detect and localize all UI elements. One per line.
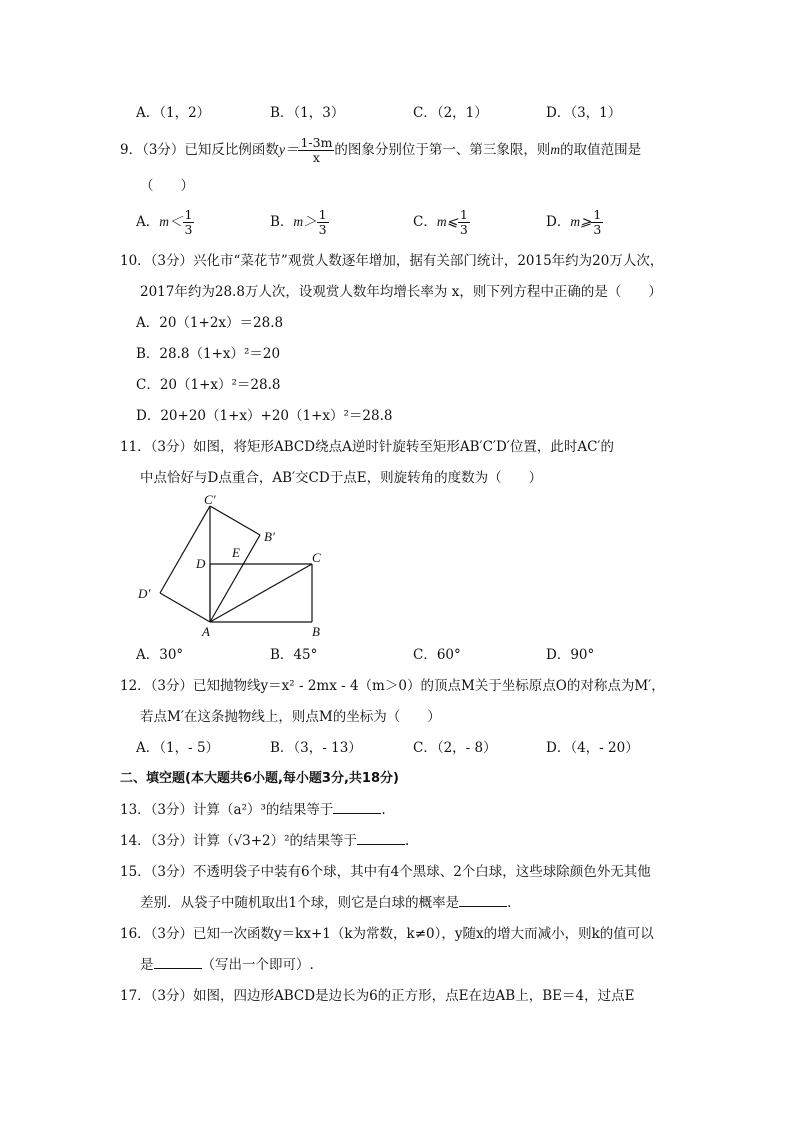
- label-b: B: [312, 624, 320, 639]
- q12-option-d: D．（4，- 20）: [546, 740, 639, 756]
- q16-line2-pre: 是: [140, 957, 154, 973]
- q9-b-den: 3: [318, 222, 327, 237]
- q9-c-num: 1: [459, 207, 468, 222]
- q9-a-den: 3: [184, 222, 193, 237]
- label-e: E: [232, 545, 240, 560]
- q9-option-a: [136, 208, 194, 237]
- q9-a-rel: m＜: [159, 214, 183, 229]
- q10-option-a: A．20（1+2x）＝28.8: [136, 315, 284, 331]
- q9-b-label: B．: [270, 214, 294, 230]
- q11-line2: 中点恰好与D点重合，AB′交CD于点E，则旋转角的度数为（ ）: [140, 470, 543, 486]
- label-b-prime: B′: [264, 529, 275, 544]
- q8-option-c: C．（2，1）: [413, 105, 488, 121]
- q12-line2: 若点M′在这条抛物线上，则点M的坐标为（ ）: [140, 709, 441, 725]
- q9-d-den: 3: [593, 222, 602, 237]
- q14-stem: [120, 832, 409, 850]
- q10-option-d: D．20+20（1+x）+20（1+x）²＝28.8: [136, 408, 393, 424]
- q15-answer-blank[interactable]: [459, 894, 507, 907]
- q9-option-c: [413, 208, 470, 237]
- q11-line1: 11．（3分）如图，将矩形ABCD绕点A逆时针旋转至矩形AB′C′D′位置，此时AC′的: [120, 439, 615, 455]
- q15-post: .: [507, 895, 512, 911]
- q9-d-label: D．: [546, 214, 571, 230]
- q16-line1: 16．（3分）已知一次函数y＝kx+1（k为常数，k≠0），y随x的增大而减小，则k的值可以: [120, 926, 654, 942]
- section-2-title: 二、填空题(本大题共6小题,每小题3分,共18分): [120, 771, 399, 786]
- q17-line1: 17．（3分）如图，四边形ABCD是边长为6的正方形，点E在边AB上，BE＝4，过点E: [120, 988, 635, 1004]
- q13-post: .: [381, 802, 386, 818]
- q14-post: .: [405, 833, 410, 849]
- q15-line2: [140, 894, 511, 912]
- q8-option-b: B．（1，3）: [270, 105, 345, 121]
- q9-d-num: 1: [593, 207, 602, 222]
- q12-option-b: B．（3，- 13）: [270, 740, 362, 756]
- q13-stem: [120, 801, 386, 819]
- q9-post: 的图象分别位于第一、第三象限，则: [334, 142, 551, 158]
- label-a: A: [202, 624, 210, 639]
- q15-line2-text: 差别．从袋子中随机取出1个球，则它是白球的概率是: [140, 895, 460, 911]
- q9-option-b: [270, 208, 329, 237]
- q9-var: m: [550, 142, 561, 157]
- label-d: D: [196, 556, 206, 571]
- q9-paren: （ ）: [140, 178, 194, 194]
- q9-frac-num: 1-3m: [300, 135, 333, 150]
- label-c: C: [312, 550, 321, 565]
- q14-pre: 14．（3分）计算（√3+2）²的结果等于: [120, 833, 358, 849]
- q9-fraction: [298, 136, 334, 165]
- segment-d-prime-c-prime: [160, 506, 210, 593]
- q11-option-c: C．60°: [413, 647, 461, 663]
- q9-b-num: 1: [318, 207, 327, 222]
- segment-ac: [210, 564, 312, 622]
- q11-option-b: B．45°: [270, 647, 318, 663]
- q8-option-a: A．（1，2）: [136, 105, 211, 121]
- label-c-prime: C′: [204, 492, 216, 507]
- q14-answer-blank[interactable]: [357, 832, 405, 845]
- q9-c-den: 3: [459, 222, 468, 237]
- q9-pre: 9．（3分）已知反比例函数: [120, 142, 279, 158]
- q11-figure: [130, 490, 340, 640]
- q11-option-a: A．30°: [136, 647, 184, 663]
- q16-line2-post: （写出一个即可）.: [201, 957, 314, 973]
- q8-option-d: D．（3，1）: [546, 105, 622, 121]
- q9-stem: [120, 136, 641, 165]
- q9-c-rel: m⩽: [436, 214, 458, 229]
- q10-line2: 2017年约为28.8万人次，设观赏人数年均增长率为 x，则下列方程中正确的是（ ）: [140, 284, 662, 300]
- q9-frac-den: x: [312, 150, 320, 165]
- q15-line1: 15．（3分）不透明袋子中装有6个球，其中有4个黑球、2个白球，这些球除颜色外无其他: [120, 864, 651, 880]
- label-d-prime: D′: [138, 586, 151, 601]
- segment-ad-prime: [160, 593, 210, 622]
- q12-line1: 12．（3分）已知抛物线y＝x² - 2mx - 4（m＞0）的顶点M关于坐标原点O的对称点为M′，: [120, 678, 665, 694]
- q10-option-c: C．20（1+x）²＝28.8: [136, 377, 281, 393]
- q16-line2: [140, 956, 314, 974]
- segment-c-prime-b-prime: [210, 506, 260, 535]
- q9-a-label: A．: [136, 214, 160, 230]
- q9-post2: 的取值范围是: [560, 142, 642, 158]
- q16-answer-blank[interactable]: [154, 956, 202, 969]
- q9-c-label: C．: [413, 214, 437, 230]
- q10-line1: 10．（3分）兴化市“菜花节”观赏人数逐年增加，据有关部门统计，2015年约为20万人次，: [120, 253, 664, 269]
- q9-a-num: 1: [184, 207, 193, 222]
- q11-option-d: D．90°: [546, 647, 595, 663]
- q13-pre: 13．（3分）计算（a²）³的结果等于: [120, 802, 334, 818]
- q9-b-rel: m＞: [293, 214, 317, 229]
- q13-answer-blank[interactable]: [333, 801, 381, 814]
- q9-d-rel: m⩾: [570, 214, 592, 229]
- q9-option-d: [546, 208, 603, 237]
- q10-option-b: B．28.8（1+x）²＝20: [136, 346, 281, 362]
- q12-option-a: A．（1，- 5）: [136, 740, 220, 756]
- q9-func-y: y＝: [278, 142, 299, 157]
- q12-option-c: C．（2，- 8）: [413, 740, 497, 756]
